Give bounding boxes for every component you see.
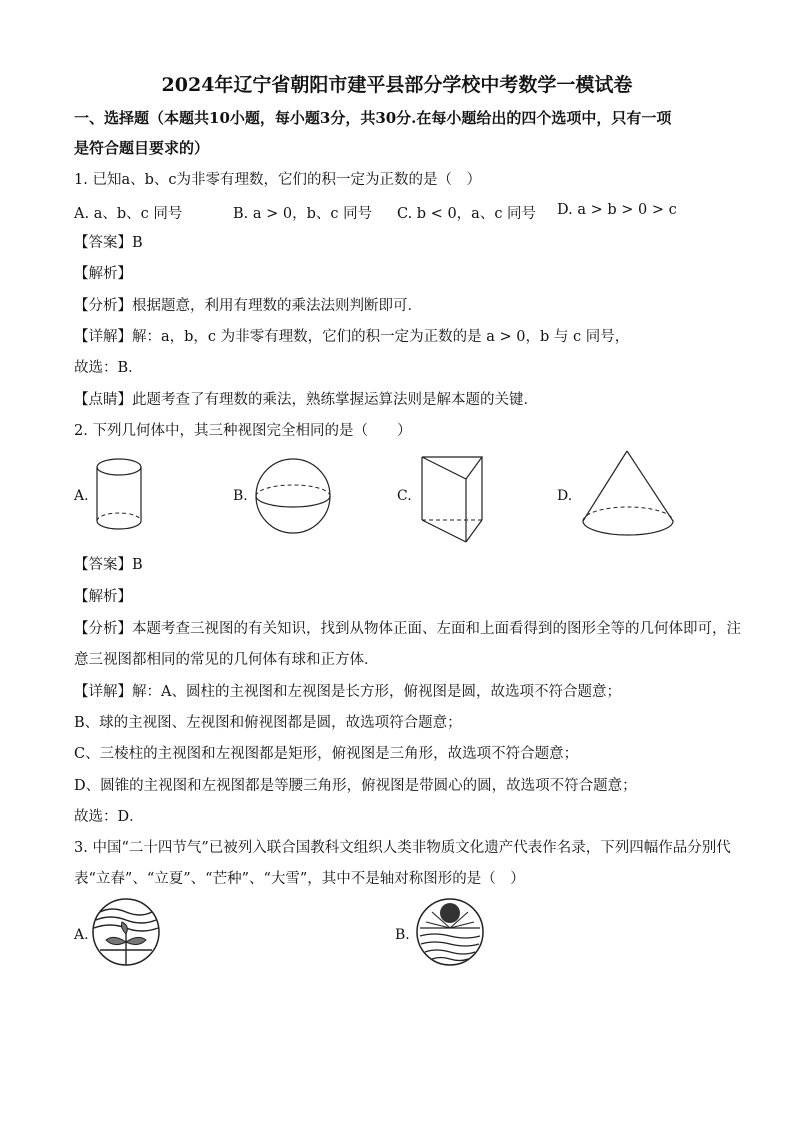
q1-stem: 1. 已知a、b、c为非零有理数，它们的积一定为正数的是（ ） xyxy=(74,172,481,188)
sphere-figure xyxy=(255,456,335,536)
q1-answer: 【答案】B xyxy=(74,235,143,251)
q3-stem-line2: 表“立春”、“立夏”、“芒种”、“大雪”，其中不是轴对称图形的是（ ） xyxy=(74,871,525,887)
q3-option-b-label: B. xyxy=(395,927,410,943)
q1-choice: 故选：B． xyxy=(74,360,143,376)
cylinder-figure xyxy=(94,455,154,540)
page-title: 2024年辽宁省朝阳市建平县部分学校中考数学一模试卷 xyxy=(161,74,633,96)
section-heading-line1: 一、选择题（本题共10小题，每小题3分，共30分.在每小题给出的四个选项中，只有一项 xyxy=(74,109,672,127)
q2-answer: 【答案】B xyxy=(74,557,143,573)
q2-option-b-label: B. xyxy=(233,488,248,504)
q1-option-d: D. a > b > 0 > c xyxy=(557,202,677,218)
q2-choice: 故选：D． xyxy=(74,809,144,825)
q2-option-d-label: D. xyxy=(557,488,573,504)
lixia-emblem xyxy=(416,898,486,968)
q1-option-c: C. b < 0，a、c 同号 xyxy=(397,206,537,222)
q1-analysis-label: 【解析】 xyxy=(74,266,132,282)
q2-option-a-label: A. xyxy=(74,488,89,504)
section-heading-line2: 是符合题目要求的） xyxy=(74,139,210,157)
cone-figure xyxy=(580,449,680,544)
q1-fenxi: 【分析】根据题意，利用有理数的乘法法则判断即可． xyxy=(74,298,422,314)
q2-xiangjie: 【详解】解：A、圆柱的主视图和左视图是长方形，俯视图是圆，故选项不符合题意； xyxy=(74,684,621,700)
triangular-prism-figure xyxy=(419,455,489,545)
q1-dianjing: 【点睛】此题考查了有理数的乘法，熟练掌握运算法则是解本题的关键． xyxy=(74,392,538,408)
q2-stem: 2. 下列几何体中，其三种视图完全相同的是（ ） xyxy=(74,423,412,439)
q3-stem-line1: 3. 中国“二十四节气”已被列入联合国教科文组织人类非物质文化遗产代表作名录，下列四幅作品分别代 xyxy=(74,840,731,856)
lichun-emblem xyxy=(92,898,162,968)
q2-option-b-explain: B、球的主视图、左视图和俯视图都是圆，故选项符合题意； xyxy=(74,715,462,731)
q1-option-a: A. a、b、c 同号 xyxy=(74,206,183,222)
q2-option-d-explain: D、圆锥的主视图和左视图都是等腰三角形，俯视图是带圆心的圆，故选项不符合题意； xyxy=(74,778,637,794)
q2-option-c-label: C. xyxy=(397,488,412,504)
q1-option-b: B. a > 0，b、c 同号 xyxy=(233,206,373,222)
q3-option-a-label: A. xyxy=(74,927,89,943)
q1-xiangjie: 【详解】解：a，b，c 为非零有理数，它们的积一定为正数的是 a > 0，b 与 c 同号， xyxy=(74,329,630,345)
q2-fenxi-line1: 【分析】本题考查三视图的有关知识，找到从物体正面、左面和上面看得到的图形全等的几何体即可，注 xyxy=(74,621,741,637)
q2-fenxi-line2: 意三视图都相同的常见的几何体有球和正方体． xyxy=(74,652,379,668)
q2-option-c-explain: C、三棱柱的主视图和左视图都是矩形，俯视图是三角形，故选项不符合题意； xyxy=(74,746,579,762)
q2-analysis-label: 【解析】 xyxy=(74,589,132,605)
